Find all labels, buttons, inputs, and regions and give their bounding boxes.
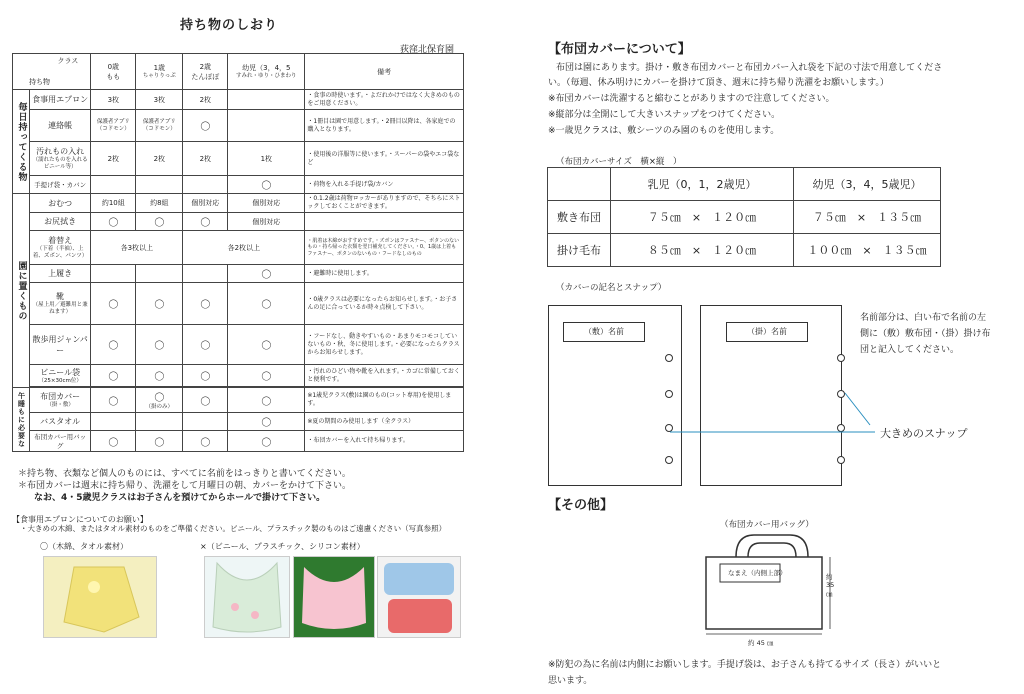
cover-line-1: 布団は園にあります。掛け・敷き布団カバーと布団カバー入れ袋を下記の寸法で用意してくださ bbox=[556, 63, 943, 73]
item-name: お尻拭き bbox=[30, 213, 91, 231]
cell: 〇 bbox=[136, 213, 183, 231]
size-caption: （布団カバーサイズ 横×縦 ） bbox=[556, 157, 682, 167]
category-nap: 午睡もに必要な bbox=[13, 388, 30, 452]
class-header-3: 幼児（3，4，5 すみれ・ゆり・ひまわり bbox=[228, 54, 305, 90]
school-name: 荻窪北保育園 bbox=[400, 45, 455, 55]
table-row bbox=[13, 176, 464, 194]
size-cell: １００㎝ × １３５㎝ bbox=[794, 234, 941, 267]
plastic-bib-photo bbox=[293, 556, 375, 638]
cell: 〇 bbox=[136, 431, 183, 452]
cell bbox=[183, 176, 228, 194]
table-row bbox=[13, 283, 464, 325]
table-row bbox=[13, 213, 464, 231]
cell: 〇 bbox=[228, 283, 305, 325]
shiki-name-label: （敷）名前 bbox=[563, 322, 645, 342]
snap-caption: （カバーの記名とスナップ） bbox=[556, 283, 667, 293]
table-row bbox=[13, 110, 464, 142]
cell bbox=[91, 176, 136, 194]
corner-bottom: 持ち物 bbox=[29, 78, 50, 86]
bag-height-label: 約 35 ㎝ bbox=[826, 573, 835, 598]
category-daily: 毎日持ってくる物 bbox=[13, 90, 30, 194]
name-note: 名前部分は、白い布で名前の左 側に（敷）敷布団・（掛）掛け布 団と記入してください。 bbox=[860, 313, 991, 355]
cell: 〇 bbox=[228, 431, 305, 452]
cotton-apron-photo bbox=[43, 556, 157, 638]
snap-arrows bbox=[660, 380, 890, 450]
table-row bbox=[13, 90, 464, 110]
remarks-header: 備考 bbox=[305, 54, 464, 90]
cell: 〇 bbox=[91, 213, 136, 231]
footnote-2: ＊布団カバーは週末に持ち帰り、洗濯をして月曜日の朝、カバーをかけて下さい。 bbox=[18, 481, 352, 491]
cell: 個別対応 bbox=[228, 194, 305, 213]
table-row bbox=[13, 231, 464, 265]
cell: 約10組 bbox=[91, 194, 136, 213]
other-heading: 【その他】 bbox=[548, 498, 614, 513]
table-row bbox=[13, 142, 464, 176]
item-name: ビニール袋 （25×30cm位） bbox=[30, 365, 91, 387]
cell: 1枚 bbox=[228, 142, 305, 176]
apron-ok-label: 〇（木綿、タオル素材） bbox=[40, 542, 128, 551]
cell: 個別対応 bbox=[228, 213, 305, 231]
table-row bbox=[13, 325, 464, 365]
size-header bbox=[548, 168, 611, 201]
cell bbox=[183, 413, 228, 431]
snap-icon bbox=[837, 354, 845, 362]
cell: 保護者アプリ （コドモン） bbox=[136, 110, 183, 142]
snap-label: 大きめのスナップ bbox=[880, 427, 968, 440]
size-row-label: 掛け毛布 bbox=[548, 234, 611, 267]
cell bbox=[136, 413, 183, 431]
cell: 〇 bbox=[228, 325, 305, 365]
cell: 〇 bbox=[136, 283, 183, 325]
class-header-1: 1歳 ちゃりりっぷ bbox=[136, 54, 183, 90]
cell: 〇 bbox=[228, 265, 305, 283]
cell: 〇 bbox=[183, 388, 228, 413]
note: ・1冊目は園で用意します。・2冊目以降は、各家庭での購入となります。 bbox=[305, 110, 464, 142]
cell: 〇 bbox=[228, 413, 305, 431]
item-name: 手提げ袋・カバン bbox=[30, 176, 91, 194]
snap-icon bbox=[665, 354, 673, 362]
apron-sub: ・大きめの木綿、またはタオル素材のものをご準備ください。ビニール、プラスチック製のものはご遠慮ください（写真参照） bbox=[20, 524, 447, 533]
cell: 〇 bbox=[183, 325, 228, 365]
footnote-3: なお、4・5歳児クラスはお子さんを預けてからホールで掛けて下さい。 bbox=[34, 493, 326, 503]
cell: 〇 bbox=[91, 283, 136, 325]
cell: 3枚 bbox=[91, 90, 136, 110]
page-title: 持ち物のしおり bbox=[180, 18, 279, 33]
cell: 〇 bbox=[91, 325, 136, 365]
cell bbox=[228, 90, 305, 110]
note bbox=[305, 213, 464, 231]
note: ・フードなし、動きやすいもの・あまりモコモコしていないもの・秋、冬に使用します。・必要になったらクラスからお知らせします。 bbox=[305, 325, 464, 365]
note: ・布団カバーを入れて持ち帰ります。 bbox=[305, 431, 464, 452]
table-row bbox=[13, 413, 464, 431]
cell bbox=[136, 265, 183, 283]
cell: 約8組 bbox=[136, 194, 183, 213]
note: ・使用後の洋服等に使います。・スーパーの袋やエコ袋など bbox=[305, 142, 464, 176]
other-note: ※防犯の為に名前は内側にお願いします。手提げ袋は、お子さんも持てるサイズ（長さ）がいいと 思います。 bbox=[548, 660, 942, 686]
item-name: おむつ bbox=[30, 194, 91, 213]
vinyl-bib-photo bbox=[204, 556, 290, 638]
size-cell: ７５㎝ × １３５㎝ bbox=[794, 201, 941, 234]
cover-line-2: い。（毎週、休み明けにカバーを掛けて頂き、週末に持ち帰り洗濯をお願いします。） bbox=[548, 78, 889, 88]
items-table bbox=[12, 53, 464, 452]
cell: 各2枚以上 bbox=[183, 231, 305, 265]
bag-caption: （布団カバー用バッグ） bbox=[720, 520, 814, 530]
cell: 〇 bbox=[136, 365, 183, 387]
cell: 〇 bbox=[183, 283, 228, 325]
cell: 〇 bbox=[91, 431, 136, 452]
note: ・食事の時使います。・よだれかけではなく大きめのものをご用意ください。 bbox=[305, 90, 464, 110]
note: ・荷物を入れる手提げ袋/カバン bbox=[305, 176, 464, 194]
cell: 〇 bbox=[91, 388, 136, 413]
cell: 2枚 bbox=[136, 142, 183, 176]
snap-icon bbox=[837, 456, 845, 464]
cover-line-3: ※布団カバーは洗濯すると縮むことがありますので注意してください。 bbox=[548, 94, 835, 104]
note: ・避難時に使用します。 bbox=[305, 265, 464, 283]
table-row bbox=[13, 194, 464, 213]
cell: 3枚 bbox=[136, 90, 183, 110]
cell: 〇 bbox=[136, 325, 183, 365]
item-name: 靴 （屋上用／避難用と兼ねます） bbox=[30, 283, 91, 325]
cell: 〇 bbox=[183, 213, 228, 231]
table-row bbox=[13, 431, 464, 452]
note: ・汚れのひどい物や靴を入れます。・カゴに常備しておくと便利です。 bbox=[305, 365, 464, 387]
cell: 〇 bbox=[183, 365, 228, 387]
corner-cell bbox=[13, 54, 91, 90]
bag-name-label: なまえ（内側上部） bbox=[728, 569, 787, 577]
cell bbox=[228, 110, 305, 142]
category-keep: 園に置くもの bbox=[13, 194, 30, 388]
item-name: バスタオル bbox=[30, 413, 91, 431]
note: ※夏の期間のみ使用します（全クラス） bbox=[305, 413, 464, 431]
size-cell: ８５㎝ × １２０㎝ bbox=[611, 234, 794, 267]
note: ※1歳児クラス(敷)は園のもの(コット専用)を使用します。 bbox=[305, 388, 464, 413]
size-cell: ７５㎝ × １２０㎝ bbox=[611, 201, 794, 234]
cell bbox=[183, 265, 228, 283]
note: ・0.1.2歳は荷物ロッカーがありますので、そちらにストックしておくことができます。 bbox=[305, 194, 464, 213]
class-header-2: 2歳 たんぽぽ bbox=[183, 54, 228, 90]
item-name: 上履き bbox=[30, 265, 91, 283]
cell: 〇 bbox=[228, 388, 305, 413]
item-name: 布団カバー （掛・敷） bbox=[30, 388, 91, 413]
item-name: 汚れもの入れ （濡れたものを入れるビニール等） bbox=[30, 142, 91, 176]
size-header: 乳児（0，1，2歳児） bbox=[611, 168, 794, 201]
size-table bbox=[547, 167, 941, 267]
item-name: 散歩用ジャンパー bbox=[30, 325, 91, 365]
cell: 2枚 bbox=[183, 90, 228, 110]
table-row bbox=[13, 388, 464, 413]
apron-heading: 【食事用エプロンについてのお願い】 bbox=[12, 515, 148, 524]
kake-name-label: （掛）名前 bbox=[726, 322, 808, 342]
silicone-bib-photo bbox=[377, 556, 461, 638]
size-row-label: 敷き布団 bbox=[548, 201, 611, 234]
cell: 各3枚以上 bbox=[91, 231, 183, 265]
item-name: 布団カバー用バッグ bbox=[30, 431, 91, 452]
cell bbox=[91, 413, 136, 431]
item-name: 連絡帳 bbox=[30, 110, 91, 142]
cover-heading: 【布団カバーについて】 bbox=[548, 42, 691, 57]
note: ・0歳クラスは必要になったらお知らせします。・お子さんの足に合っているか時々点検して下さい。 bbox=[305, 283, 464, 325]
cell: 〇 bbox=[183, 431, 228, 452]
cell: 2枚 bbox=[183, 142, 228, 176]
item-name: 食事用エプロン bbox=[30, 90, 91, 110]
note: ・肌着は木綿がおすすめです。・ズボンはファスナー、ボタンのないもの・持ち帰った衣類を翌日補充してください。・0、1歳は上着もファスナー、ボタンのないもの・フードなしのもの bbox=[305, 231, 464, 265]
class-header-0: 0歳 もも bbox=[91, 54, 136, 90]
snap-icon bbox=[665, 456, 673, 464]
footnote-1: ＊持ち物、衣類など個人のものには、すべてに名前をはっきりと書いてください。 bbox=[18, 469, 351, 479]
cell: 〇 bbox=[228, 176, 305, 194]
table-row bbox=[13, 265, 464, 283]
cell bbox=[91, 265, 136, 283]
cell: 〇 bbox=[228, 365, 305, 387]
cell: 〇 bbox=[183, 110, 228, 142]
corner-top: クラス bbox=[57, 57, 79, 65]
cell: 〇 bbox=[91, 365, 136, 387]
cell bbox=[136, 176, 183, 194]
cell: 〇 （掛のみ） bbox=[136, 388, 183, 413]
table-row bbox=[13, 365, 464, 387]
size-header: 幼児（3，4，5歳児） bbox=[794, 168, 941, 201]
item-name: 着替え （下着（半袖）、上着、ズボン、パンツ） bbox=[30, 231, 91, 265]
cover-line-5: ※一歳児クラスは、敷シーツのみ園のものを使用します。 bbox=[548, 126, 780, 136]
apron-ng-label: ×（ビニール、プラスチック、シリコン素材） bbox=[200, 542, 365, 551]
cell: 個別対応 bbox=[183, 194, 228, 213]
bag-width-label: 約 45 ㎝ bbox=[748, 639, 774, 647]
cell: 2枚 bbox=[91, 142, 136, 176]
cover-line-4: ※縦部分は全開にして大きいスナップをつけてください。 bbox=[548, 110, 781, 120]
cell: 保護者アプリ （コドモン） bbox=[91, 110, 136, 142]
